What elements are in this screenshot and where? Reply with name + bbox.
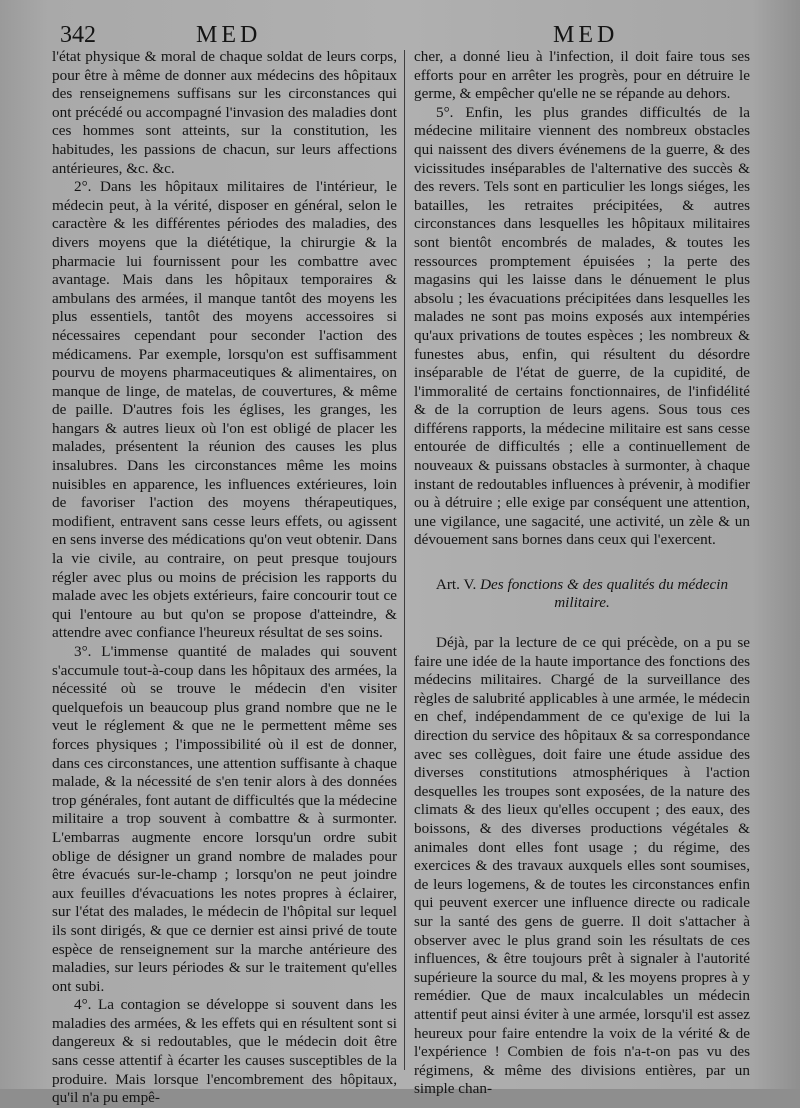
paragraph-point-4: 4°. La contagion se développe si souvent dans les maladies des armées, & les effets qui en résultent sont si dangereux & si redoutables, que le médecin doit être sans cesse attentif à écarter les causes susceptibles de la produire. Mais lorsque l'encombrement des hôpitaux, qu'il n'a pu empê- (52, 996, 397, 1107)
article-label: Art. V. (435, 576, 477, 594)
column-divider (404, 50, 405, 1070)
right-column (414, 48, 750, 1099)
running-head-right: MED (553, 22, 619, 48)
page-number: 342 (60, 22, 96, 48)
paragraph-point-5: 5°. Enfin, les plus grandes difficultés de la médecine militaire viennent des nombreux obstacles qui naissent des divers événemens de la guerre, & des vicissitudes inséparables de l'alternative des succès & des revers. Tels sont en particulier les longs siéges, les batailles, les retraites précipitées, & autres circonstances dans lesquelles les hôpitaux militaires sont bientôt encombrés de malades, & toutes les ressources promptement épuisées ; la perte des magasins qui les laisse dans le dénuement le plus absolu ; les évacuations précipitées dans lesquelles les malades ne sont pas moins exposés aux intempéries qu'aux privations de toutes espèces ; les nombreux & funestes abus, enfin, qui résultent du désordre inséparable de l'état de guerre, de la cupidité, de l'immoralité de certains fonctionnaires, de l'infidélité & de la corruption de leurs agens. Sous tous ces différens rapports, la médecine militaire est sans cesse entourée de difficultés ; elle a continuellement de nouveaux & puissans obstacles à surmonter, à chaque instant de redoutables influences à prévenir, à modifier ou à détruire ; elle exige par conséquent une attention, une vigilance, une sagacité, une activité, un zèle & un dévouement sans bornes dans ceux qui l'exercent. (414, 103, 750, 549)
article-heading (414, 576, 750, 612)
left-column (52, 48, 397, 1108)
paragraph-continuation: cher, a donné lieu à l'infection, il doit faire tous ses efforts pour en arrêter les progrès, pour en détruire le germe, & empêcher qu'elle ne se répande au dehors. (414, 48, 750, 103)
running-head-left: MED (196, 22, 262, 48)
paragraph-continuation: l'état physique & moral de chaque soldat de leurs corps, pour être à même de donner aux médecins des hôpitaux des renseignemens suffisans sur les circonstances qui ont précédé ou accompagné l'invasion des maladies dont ces hommes sont atteints, sur la constitution, les habitudes, les passions de chacun, sur leurs affections antérieures, &c. &c. (52, 48, 397, 177)
paragraph-article-body: Déjà, par la lecture de ce qui précède, on a pu se faire une idée de la haute importance des fonctions des médecins militaires. Chargé de la surveillance des règles de salubrité applicables à une armée, le médecin en chef, indépendamment de ce qu'exige de lui la direction du service des hôpitaux & sa correspondance avec ses collègues, doit faire une étude assidue des diverses constitutions atmosphériques à l'action desquelles les troupes sont exposées, de la nature des climats & des lieux qu'elles occupent ; des eaux, des boissons, & des diverses productions végétales & animales dont elles font usage ; du régime, des exercices & des travaux auxquels elles sont soumises, de leurs logemens, & de toutes les circonstances enfin qui peuvent exercer une influence directe ou radicale sur la santé des gens de guerre. Il doit s'attacher à observer avec le plus grand soin les résultats de ces influences, & être toujours prêt à signaler à l'autorité supérieure la source du mal, & les moyens propres à y remédier. Que de maux incalculables un médecin attentif peut ainsi éviter à une armée, lorsqu'il est assez heureux pour faire entendre la voix de la vérité & de l'expérience ! Combien de fois n'a-t-on pas vu des régimens, & même des divisions entières, par un simple chan- (414, 634, 750, 1098)
article-title: Des fonctions & des qualités du médecin militaire. (480, 576, 729, 612)
paragraph-point-2: 2°. Dans les hôpitaux militaires de l'intérieur, le médecin peut, à la vérité, disposer en général, selon le caractère & les différentes périodes des maladies, des divers moyens que la diététique, la chirurgie & la pharmacie lui fournissent pour les combattre avec avantage. Mais dans les hôpitaux temporaires & ambulans des armées, il manque tantôt des moyens les plus essentiels, tantôt des moyens accessoires si nécessaires cependant pour seconder l'action des médicamens. Par exemple, lorsqu'on est suffisamment pourvu de moyens pharmaceutiques & alimentaires, on manque de linge, de matelas, de couvertures, & même de paille. D'autres fois les églises, les granges, les hangars & autres lieux où l'on est obligé de placer les malades, présentent la réunion des causes les plus insalubres. Dans les circonstances même les moins nuisibles en apparence, les influences extérieures, loin de favoriser l'action des moyens thérapeutiques, modifient, entravent sans cesse leurs effets, ou agissent en sens inverse des médications qu'on veut obtenir. Dans la vie civile, au contraire, on peut presque toujours régler avec plus ou moins de précision les rapports du malade avec les objets extérieurs, faire concourir tout ce qui l'entoure au but qu'on se propose d'atteindre, & attendre avec confiance l'heureux résultat de ses soins. (52, 178, 397, 642)
paragraph-point-3: 3°. L'immense quantité de malades qui souvent s'accumule tout-à-coup dans les hôpitaux des armées, la nécessité où se trouve le médecin d'en visiter quelquefois un beaucoup plus grand nombre que ne le veut le réglement & que ne le permettent même ses forces physiques ; l'impossibilité où il est de donner, dans ces circonstances, une attention suffisante à chaque malade, & la nécessité de s'en tenir alors à des données trop générales, font autant de difficultés que la médecine militaire a trop souvent à combattre & à surmonter. L'embarras augmente encore lorsqu'un ordre subit oblige de désigner un grand nombre de malades pour être évacués sur-le-champ ; lorsqu'on ne peut joindre aux feuilles d'évacuations les notes propres à éclairer, sur l'état des malades, le médecin de l'hôpital sur lequel ils sont dirigés, & que ce dernier est ainsi privé de toute espèce de renseignement sur la marche antérieure des maladies, sur leurs périodes & sur le traitement qu'elles ont subi. (52, 643, 397, 995)
